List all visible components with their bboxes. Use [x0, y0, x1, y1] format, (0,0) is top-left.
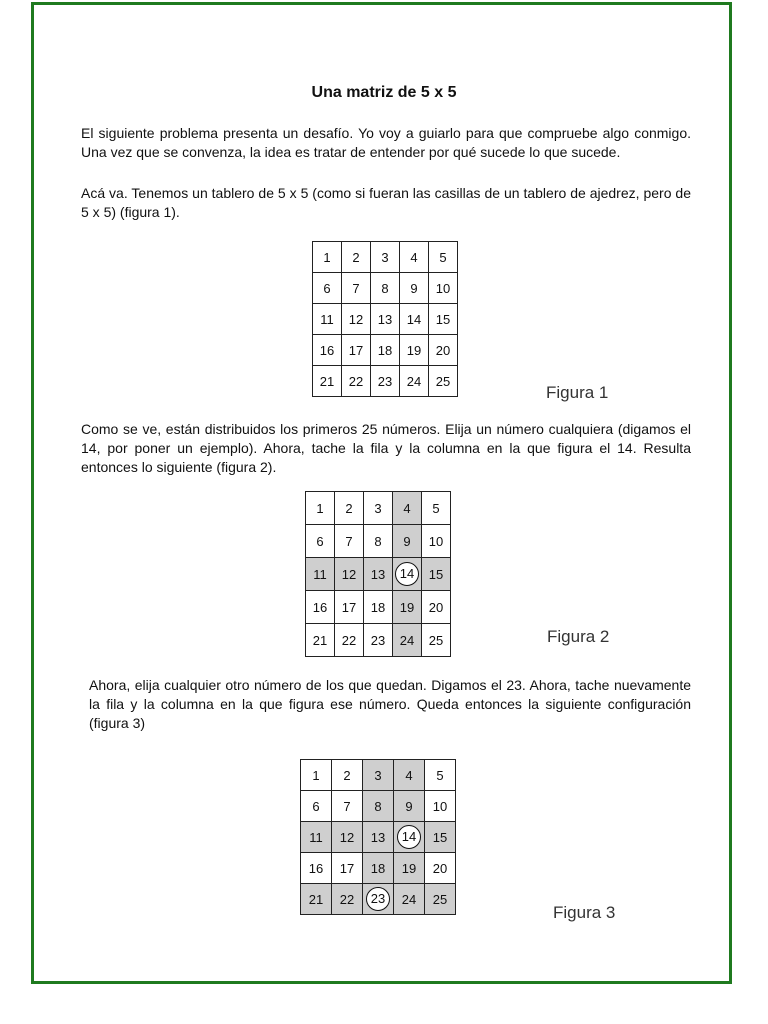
- grid-cell: [393, 558, 422, 591]
- grid-cell: 25: [422, 624, 451, 657]
- grid-cell: 18: [364, 591, 393, 624]
- figure-3-grid: [300, 759, 456, 915]
- grid-cell: 2: [335, 492, 364, 525]
- grid-cell: 3: [371, 242, 400, 273]
- grid-cell: 23: [371, 366, 400, 397]
- grid-cell: 11: [301, 822, 332, 853]
- grid-cell: 7: [335, 525, 364, 558]
- grid-cell: 16: [313, 335, 342, 366]
- grid-cell: 20: [422, 591, 451, 624]
- grid-cell: 9: [394, 791, 425, 822]
- grid-cell: 3: [364, 492, 393, 525]
- grid-row: [306, 525, 451, 558]
- circled-number: 14: [395, 562, 419, 586]
- grid-cell: 1: [313, 242, 342, 273]
- grid-cell: 5: [429, 242, 458, 273]
- figure-2-label: Figura 2: [547, 627, 610, 646]
- grid-cell: 18: [371, 335, 400, 366]
- grid-cell: 20: [425, 853, 456, 884]
- grid-cell: [363, 884, 394, 915]
- figure-3-label: Figura 3: [553, 903, 616, 922]
- grid-row: [313, 335, 458, 366]
- grid-cell: 20: [429, 335, 458, 366]
- grid-cell: 2: [332, 760, 363, 791]
- paragraph-choose: Como se ve, están distribuidos los primeros 25 números. Elija un número cualquiera (digamos el 14, por poner un ejemplo). Ahora, tache la fila y la columna en la que figura el 14. Resulta entonces lo siguiente (figura 2).: [81, 421, 691, 475]
- grid-cell: 18: [363, 853, 394, 884]
- grid-cell: 24: [393, 624, 422, 657]
- grid-row: [313, 366, 458, 397]
- grid-cell: 15: [422, 558, 451, 591]
- grid-cell: 19: [394, 853, 425, 884]
- grid-cell: 6: [301, 791, 332, 822]
- grid-cell: 21: [301, 884, 332, 915]
- grid-cell: 17: [335, 591, 364, 624]
- grid-cell: 2: [342, 242, 371, 273]
- grid-cell: 19: [400, 335, 429, 366]
- grid-cell: 17: [342, 335, 371, 366]
- grid-cell: 17: [332, 853, 363, 884]
- grid-cell: 22: [342, 366, 371, 397]
- grid-cell: 12: [335, 558, 364, 591]
- grid-cell: 21: [306, 624, 335, 657]
- grid-row: [313, 273, 458, 304]
- grid-row: [306, 492, 451, 525]
- grid-cell: 7: [342, 273, 371, 304]
- grid-cell: 4: [393, 492, 422, 525]
- figure-1-grid: [312, 241, 458, 397]
- grid-cell: 11: [306, 558, 335, 591]
- grid-cell: 16: [301, 853, 332, 884]
- grid-cell: 8: [363, 791, 394, 822]
- grid-cell: 12: [342, 304, 371, 335]
- grid-cell: 13: [371, 304, 400, 335]
- grid-cell: 1: [301, 760, 332, 791]
- grid-cell: 22: [335, 624, 364, 657]
- grid-cell: 21: [313, 366, 342, 397]
- grid-cell: 4: [400, 242, 429, 273]
- grid-row: [306, 558, 451, 591]
- grid-cell: 8: [364, 525, 393, 558]
- grid-cell: 4: [394, 760, 425, 791]
- grid-cell: 15: [429, 304, 458, 335]
- grid-cell: 10: [422, 525, 451, 558]
- grid-cell: 6: [313, 273, 342, 304]
- grid-cell: 1: [306, 492, 335, 525]
- grid-cell: 14: [400, 304, 429, 335]
- figure-1-label: Figura 1: [546, 383, 609, 402]
- grid-row: [301, 791, 456, 822]
- grid-cell: 11: [313, 304, 342, 335]
- grid-cell: 7: [332, 791, 363, 822]
- grid-cell: 10: [425, 791, 456, 822]
- grid-cell: 9: [393, 525, 422, 558]
- grid-cell: 12: [332, 822, 363, 853]
- grid-row: [301, 760, 456, 791]
- grid-cell: 25: [429, 366, 458, 397]
- paragraph-intro: El siguiente problema presenta un desafío. Yo voy a guiarlo para que compruebe algo conmigo. Una vez que se convenza, la idea es tratar de entender por qué sucede lo que sucede.: [81, 125, 691, 160]
- grid-cell: 25: [425, 884, 456, 915]
- grid-row: [306, 591, 451, 624]
- grid-cell: 19: [393, 591, 422, 624]
- circled-number: 14: [397, 825, 421, 849]
- grid-row: [301, 884, 456, 915]
- grid-row: [301, 822, 456, 853]
- grid-cell: 24: [394, 884, 425, 915]
- grid-cell: 13: [363, 822, 394, 853]
- grid-cell: 15: [425, 822, 456, 853]
- grid-cell: 24: [400, 366, 429, 397]
- grid-cell: 23: [364, 624, 393, 657]
- paragraph-board: Acá va. Tenemos un tablero de 5 x 5 (como si fueran las casillas de un tablero de ajedrez, pero de 5 x 5) (figura 1).: [81, 185, 691, 220]
- page-title: Una matriz de 5 x 5: [311, 84, 457, 101]
- grid-row: [301, 853, 456, 884]
- grid-cell: 9: [400, 273, 429, 304]
- grid-cell: 5: [425, 760, 456, 791]
- grid-cell: 22: [332, 884, 363, 915]
- grid-cell: 13: [364, 558, 393, 591]
- grid-cell: 8: [371, 273, 400, 304]
- grid-row: [313, 304, 458, 335]
- paragraph-second: Ahora, elija cualquier otro número de los que quedan. Digamos el 23. Ahora, tache nuevamente la fila y la columna en la que figura ese número. Queda entonces la siguiente configuración (figura 3): [89, 677, 691, 731]
- figure-2-grid: [305, 491, 451, 657]
- grid-cell: [394, 822, 425, 853]
- grid-row: [313, 242, 458, 273]
- circled-number: 23: [366, 887, 390, 911]
- grid-row: [306, 624, 451, 657]
- grid-cell: 10: [429, 273, 458, 304]
- grid-cell: 3: [363, 760, 394, 791]
- grid-cell: 16: [306, 591, 335, 624]
- grid-cell: 6: [306, 525, 335, 558]
- grid-cell: 5: [422, 492, 451, 525]
